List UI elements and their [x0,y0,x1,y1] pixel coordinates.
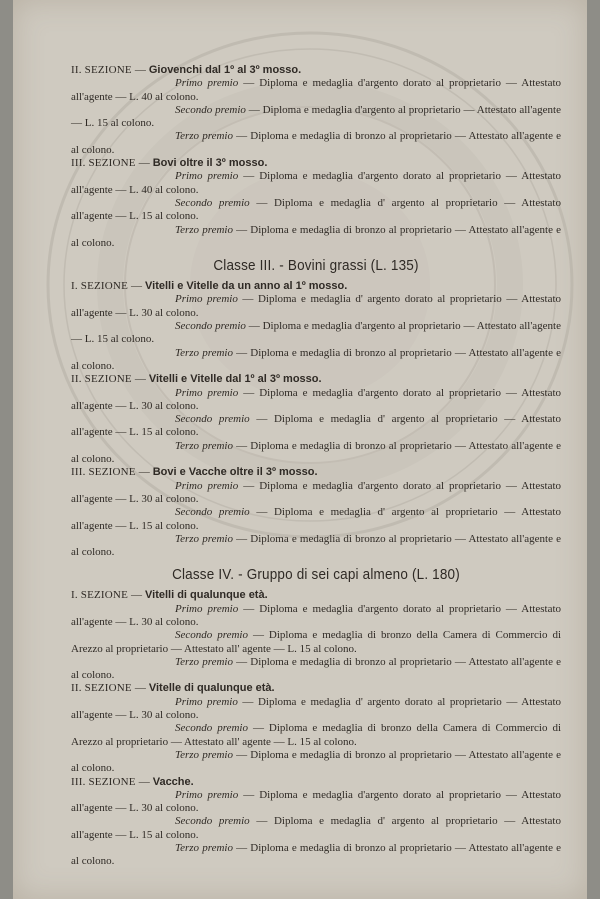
class-heading: Classe IV. - Gruppo di sei capi almeno (L. 180) [172,566,460,584]
prize-name: Primo premio [175,386,239,399]
section-dash: — [138,157,150,170]
prize-description: — Diploma e medaglia di bronzo della Camera di Commercio di Arezzo al proprietario — Attestato all' agente — L. 15 al colono. [71,629,561,655]
section-heading [71,64,561,77]
prize-description: — Diploma e medaglia d' argento dorato al proprietario — Attestato all'agente — L. 30 al colono. [71,293,562,319]
section-number: III. SEZIONE [71,466,136,479]
prize-name: Terzo premio [175,346,233,359]
prize-name: Terzo premio [175,655,233,668]
prize-description: — Diploma e medaglia di bronzo della Camera di Commercio di Arezzo al proprietario — Attestato all' agente — L. 15 al colono. [71,722,561,748]
section-title: Vitelli di qualunque età. [145,589,268,602]
prize-name: Primo premio [175,788,239,801]
prize-description: — Diploma e medaglia di bronzo al proprietario — Attestato all'agente e al colono. [71,346,562,372]
prize-description: — Diploma e medaglia d' argento al proprietario — Attestato all'agente — L. 15 al colono. [71,506,561,532]
section-title: Bovi oltre il 3º mosso. [152,157,268,170]
prize-name: Primo premio [175,170,239,183]
prize-entry [71,130,561,157]
prize-description: — Diploma e medaglia d'argento dorato al proprietario — Attestato all'agente — L. 30 al colono. [71,386,562,412]
prize-name: Secondo premio [175,320,246,333]
prize-entry [71,77,561,104]
prize-name: Primo premio [175,695,238,708]
prize-entry [71,170,561,197]
section-heading [71,682,561,695]
prize-section [71,682,561,775]
prize-description: — Diploma e medaglia d' argento al proprietario — Attestato all'agente — L. 15 al colono. [71,413,561,439]
prize-name: Secondo premio [175,103,246,116]
prize-section [71,373,561,466]
prize-description: — Diploma e medaglia di bronzo al proprietario — Attestato all'agente e al colono. [71,655,562,682]
prize-description: — Diploma e medaglia d' argento al proprietario — Attestato all'agente — L. 15 al colono. [71,815,561,841]
prize-entry [71,815,561,842]
prize-description: — Diploma e medaglia di bronzo al proprietario — Attestato all'agente e al colono. [71,439,562,466]
section-number: I. SEZIONE [71,589,128,602]
section-dash: — [138,466,150,479]
prize-description: — Diploma e medaglia di bronzo al proprietario — Attestato all'agente e al colono. [71,842,562,868]
section-dash: — [134,64,146,76]
section-dash: — [131,589,142,602]
prize-entry [71,629,561,656]
prize-description: — Diploma e medaglia d'argento dorato al proprietario — Attestato all'agente — L. 30 al colono. [71,479,562,505]
prize-name: Primo premio [175,602,239,615]
prize-description: — Diploma e medaglia d'argento dorato al proprietario — Attestato all'agente — L. 30 al colono. [71,602,562,628]
prize-description: — Diploma e medaglia di bronzo al proprietario — Attestato all'agente e al colono. [71,223,562,249]
prize-entry [71,197,561,224]
prize-name: Secondo premio [175,506,250,519]
prize-name: Terzo premio [175,130,233,143]
prize-entry [71,480,561,507]
section-number: I. SEZIONE [71,280,128,293]
section-title: Vitelle di qualunque età. [148,682,275,695]
prize-name: Terzo premio [175,439,233,452]
prize-entry [71,656,561,683]
prize-name: Primo premio [175,77,239,90]
prize-section [71,280,561,373]
prize-description: — Diploma e medaglia d'argento al proprietario — Attestato all'agente — L. 15 al colono. [71,103,561,130]
prize-entry [71,696,561,723]
prize-entry [71,749,561,776]
section-number: II. SEZIONE [71,64,132,76]
section-title: Vacche. [152,775,194,788]
prize-entry [71,722,561,749]
prize-description: — Diploma e medaglia d' argento dorato al proprietario — Attestato all'agente — L. 30 al colono. [71,695,562,722]
section-dash: — [134,682,146,695]
section-heading [71,280,561,293]
section-dash: — [131,280,142,293]
prize-name: Secondo premio [175,815,250,828]
prize-entry [71,293,561,320]
prize-name: Secondo premio [175,196,250,209]
prize-name: Primo premio [175,293,238,306]
section-number: II. SEZIONE [71,373,132,386]
prize-entry [71,104,561,131]
prize-section [71,466,561,559]
prize-section [71,589,561,682]
section-heading [71,776,561,789]
prize-entry [71,224,561,251]
section-dash: — [138,775,150,788]
section-heading [71,589,561,602]
prize-description: — Diploma e medaglia d' argento al proprietario — Attestato all'agente — L. 15 al colono. [71,196,561,223]
prize-name: Secondo premio [175,629,248,642]
prize-name: Terzo premio [175,223,233,236]
prize-name: Secondo premio [175,722,248,735]
section-title: Vitelli e Vitelle dal 1º al 3º mosso. [148,373,322,386]
prize-entry [71,842,561,869]
prize-description: — Diploma e medaglia di bronzo al proprietario — Attestato all'agente e al colono. [71,748,562,775]
section-number: III. SEZIONE [71,775,136,788]
prize-description: — Diploma e medaglia d'argento dorato al proprietario — Attestato all'agente — L. 40 al colono. [71,170,562,196]
document-body [71,64,561,869]
prize-description: — Diploma e medaglia di bronzo al proprietario — Attestato all'agente e al colono. [71,532,562,559]
prize-description: — Diploma e medaglia d'argento dorato al proprietario — Attestato all'agente — L. 40 al colono. [71,77,562,103]
section-heading [71,373,561,386]
section-title: Vitelli e Vitelle da un anno al 1º mosso. [145,280,348,293]
prize-entry [71,533,561,560]
prize-description: — Diploma e medaglia d'argento dorato al proprietario — Attestato all'agente — L. 30 al colono. [71,788,562,815]
prize-section [71,157,561,250]
section-heading [71,157,561,170]
section-title: Giovenchi dal 1º al 3º mosso. [148,64,302,76]
prize-entry [71,789,561,816]
prize-name: Terzo premio [175,748,233,761]
prize-section [71,64,561,157]
document-page [13,0,587,899]
prize-section [71,776,561,869]
prize-description: — Diploma e medaglia di bronzo al proprietario — Attestato all'agente e al colono. [71,130,562,156]
section-heading [71,466,561,479]
section-title: Bovi e Vacche oltre il 3º mosso. [152,466,318,479]
prize-name: Secondo premio [175,413,250,426]
prize-entry [71,506,561,533]
prize-name: Primo premio [175,479,239,492]
prize-name: Terzo premio [175,842,233,855]
prize-entry [71,347,561,374]
section-number: II. SEZIONE [71,682,132,695]
prize-entry [71,413,561,440]
prize-entry [71,603,561,630]
prize-description: — Diploma e medaglia d'argento al proprietario — Attestato all'agente — L. 15 al colono. [71,320,561,346]
section-dash: — [134,373,146,386]
prize-entry [71,387,561,414]
prize-entry [71,440,561,467]
prize-name: Terzo premio [175,532,233,545]
prize-entry [71,320,561,347]
class-heading: Classe III. - Bovini grassi (L. 135) [213,257,419,275]
section-number: III. SEZIONE [71,157,136,170]
